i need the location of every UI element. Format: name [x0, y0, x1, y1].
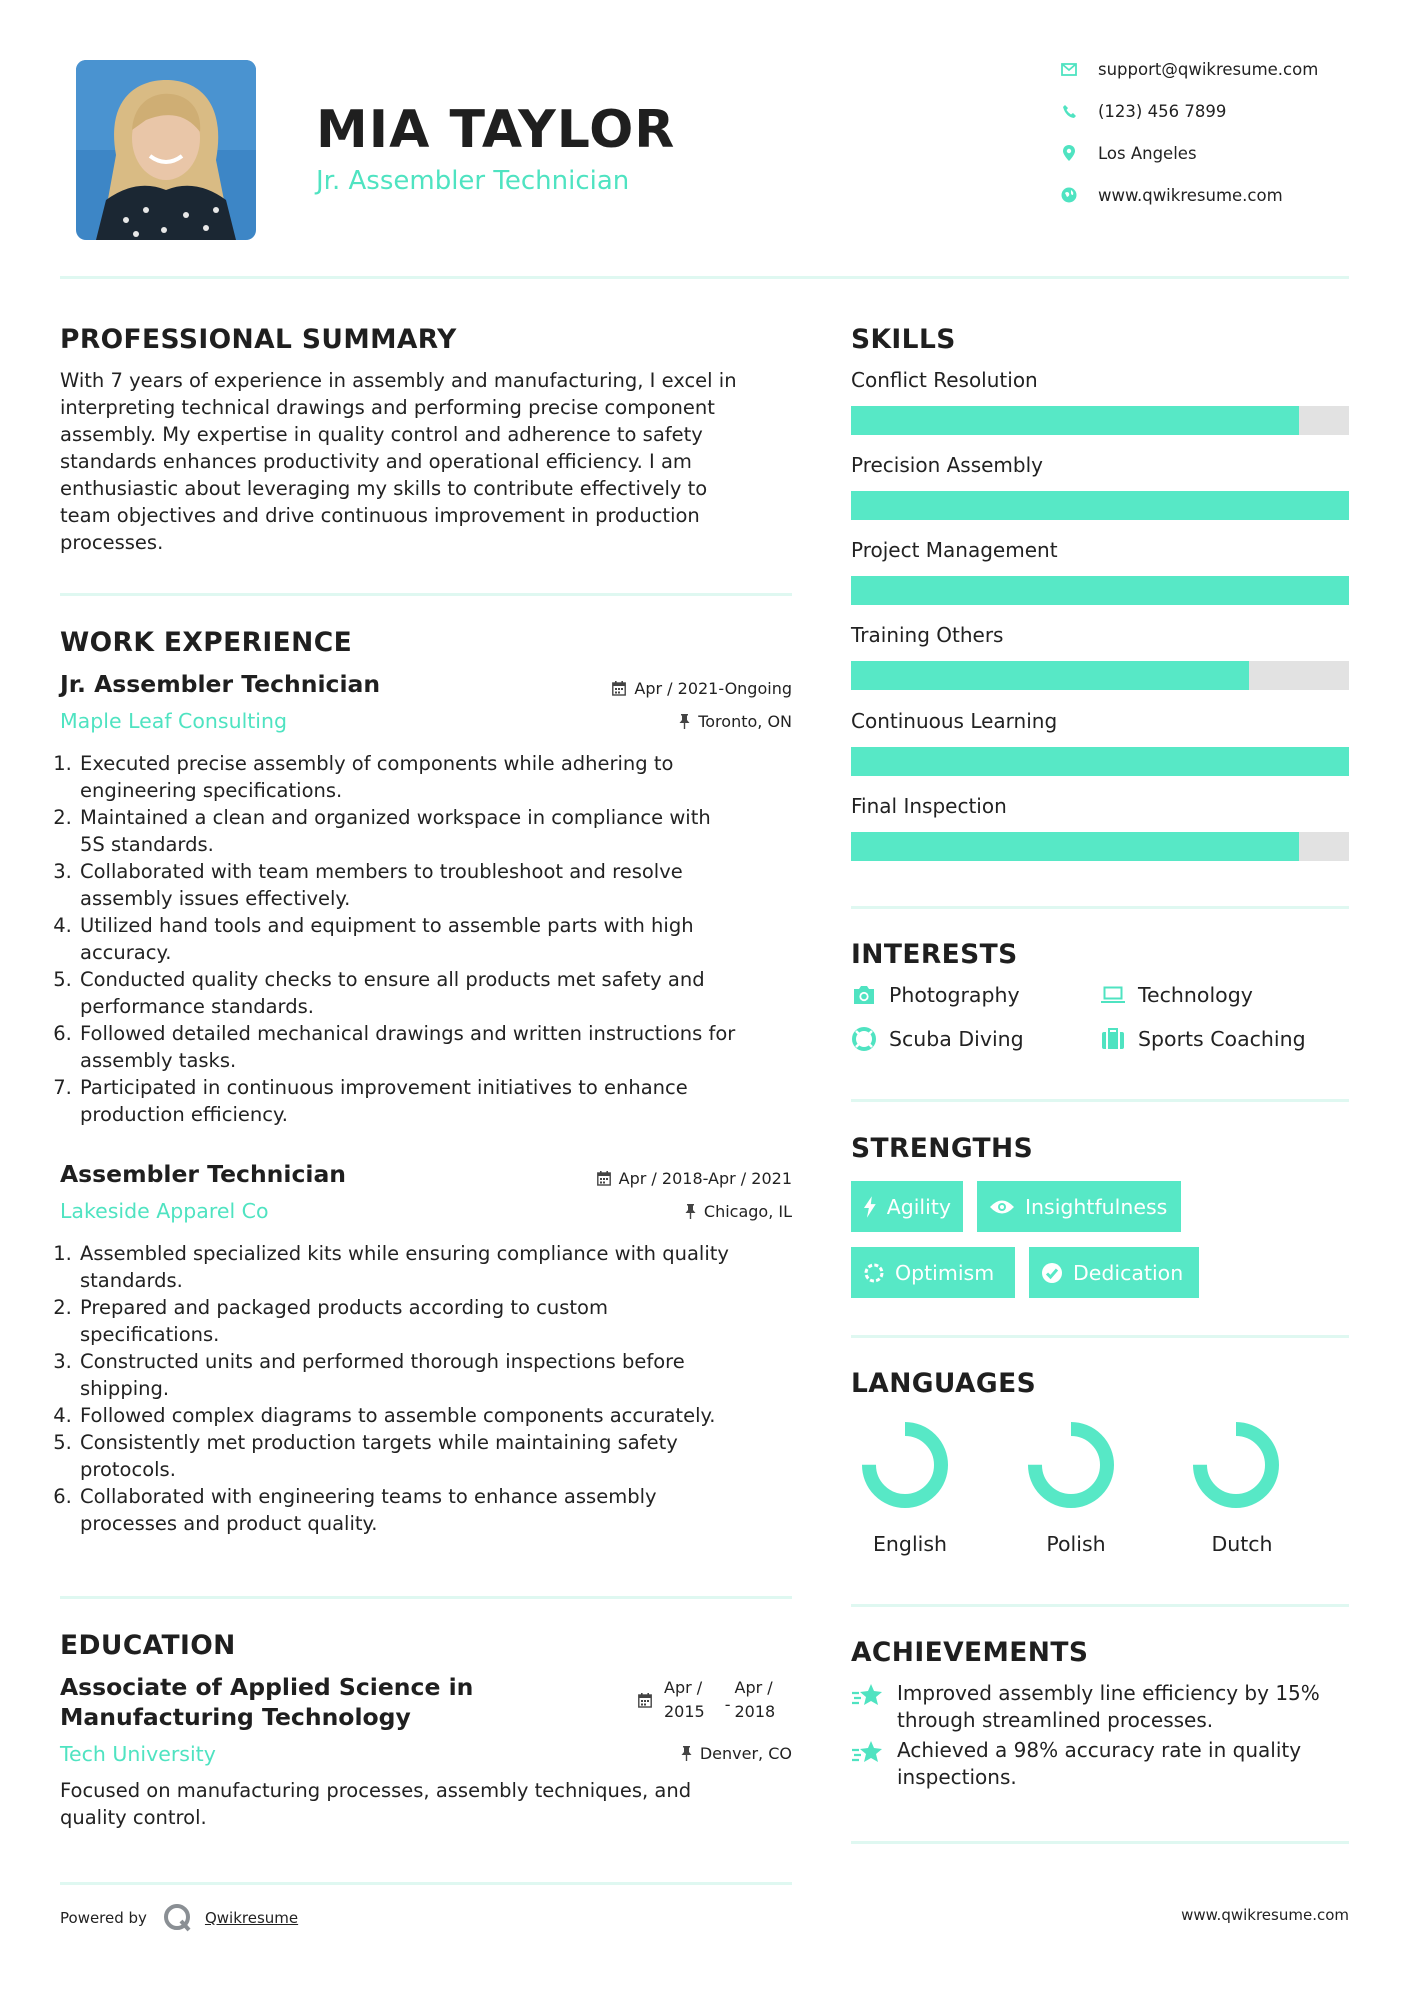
- skill-bar-fill: [851, 406, 1299, 435]
- skill-bar: [851, 832, 1349, 861]
- skill-bar: [851, 747, 1349, 776]
- skill-bar: [851, 576, 1349, 605]
- language-label: Dutch: [1211, 1532, 1273, 1556]
- phone-icon: [1058, 100, 1080, 122]
- job-location: Chicago, IL: [480, 1202, 792, 1221]
- check-circle-icon: [1041, 1262, 1063, 1284]
- skill-bar: [851, 661, 1349, 690]
- strength-tag: Insightfulness: [977, 1181, 1181, 1232]
- footer-url[interactable]: www.qwikresume.com: [1181, 1906, 1349, 1924]
- skill-label: Continuous Learning: [851, 709, 1058, 733]
- job-title: Assembler Technician: [60, 1160, 347, 1188]
- list-item: 2. Maintained a clean and organized workspace in compliance with 5S standards.: [78, 804, 818, 858]
- achievements-divider: [851, 1841, 1349, 1844]
- calendar-icon: [612, 681, 626, 696]
- location-pin-icon: [1058, 142, 1080, 164]
- skill-label: Precision Assembly: [851, 453, 1043, 477]
- job-date: Apr / 2021-Ongoing: [480, 679, 792, 698]
- achievement-item: Improved assembly line efficiency by 15% through streamlined processes.: [851, 1680, 1351, 1734]
- strength-tag: Dedication: [1029, 1247, 1199, 1298]
- education-description: Focused on manufacturing processes, assembly techniques, and quality control.: [60, 1779, 692, 1829]
- education-date: Apr / 2015 - Apr / 2018: [638, 1676, 775, 1724]
- spinner-icon: [863, 1262, 885, 1284]
- envelope-icon: [1058, 58, 1080, 80]
- camera-icon: [851, 982, 877, 1008]
- job-date: Apr / 2018-Apr / 2021: [480, 1169, 792, 1188]
- skill-bar: [851, 491, 1349, 520]
- skill-bar: [851, 406, 1349, 435]
- strengths-divider: [851, 1335, 1349, 1338]
- eye-icon: [989, 1199, 1015, 1215]
- contact-location: Los Angeles: [1058, 142, 1197, 164]
- list-item: 7. Participated in continuous improvement initiatives to enhance production efficiency.: [78, 1074, 818, 1128]
- shooting-star-icon: [851, 1680, 885, 1734]
- summary-heading: PROFESSIONAL SUMMARY: [60, 324, 457, 355]
- strength-tag: Agility: [851, 1181, 963, 1232]
- contact-website[interactable]: www.qwikresume.com: [1058, 184, 1283, 206]
- globe-icon: [1058, 184, 1080, 206]
- list-item: 3. Constructed units and performed thorough inspections before shipping.: [78, 1348, 818, 1402]
- education-location: Denver, CO: [480, 1744, 792, 1763]
- job-company: Maple Leaf Consulting: [60, 709, 288, 733]
- education-heading: EDUCATION: [60, 1630, 236, 1661]
- skills-heading: SKILLS: [851, 324, 956, 355]
- skill-bar-fill: [851, 491, 1349, 520]
- skill-label: Project Management: [851, 538, 1058, 562]
- summary-text: With 7 years of experience in assembly and manufacturing, I excel in interpreting technical drawings and performing precise component assembly. My expertise in quality control and adherence to safety standards enhances productivity and operational efficiency. I am enthusiastic about leveraging my skills to contribute effectively to team objectives and drive continuous improvement in production processes.: [60, 369, 737, 554]
- interest-item: Scuba Diving: [851, 1026, 1024, 1052]
- qwikresume-logo-icon: [163, 1903, 193, 1933]
- list-item: 4. Followed complex diagrams to assemble components accurately.: [78, 1402, 818, 1429]
- lightning-icon: [863, 1196, 877, 1218]
- candidate-name: MIA TAYLOR: [316, 100, 676, 160]
- contact-email[interactable]: support@qwikresume.com: [1058, 58, 1318, 80]
- job-location: Toronto, ON: [480, 712, 792, 731]
- skill-bar-fill: [851, 832, 1299, 861]
- languages-heading: LANGUAGES: [851, 1368, 1037, 1399]
- list-item: 6. Followed detailed mechanical drawings and written instructions for assembly tasks.: [78, 1020, 818, 1074]
- shooting-star-icon: [851, 1737, 885, 1791]
- list-item: 5. Consistently met production targets while maintaining safety protocols.: [78, 1429, 818, 1483]
- education-divider: [60, 1882, 792, 1885]
- interest-item: Sports Coaching: [1100, 1026, 1306, 1052]
- job-responsibilities: [55, 750, 818, 1128]
- candidate-title: Jr. Assembler Technician: [316, 166, 630, 196]
- calendar-icon: [638, 1693, 652, 1708]
- skill-bar-fill: [851, 747, 1349, 776]
- header-divider: [60, 276, 1349, 279]
- languages-divider: [851, 1604, 1349, 1607]
- qwikresume-link[interactable]: Qwikresume: [204, 1909, 299, 1927]
- interest-item: Photography: [851, 982, 1020, 1008]
- school-name: Tech University: [60, 1742, 216, 1766]
- life-ring-icon: [851, 1026, 877, 1052]
- calendar-icon: [597, 1171, 611, 1186]
- skills-divider: [851, 906, 1349, 909]
- job-responsibilities: [55, 1240, 818, 1537]
- pushpin-icon: [679, 714, 690, 729]
- list-item: 2. Prepared and packaged products according to custom specifications.: [78, 1294, 818, 1348]
- interest-item: Technology: [1100, 982, 1253, 1008]
- profile-photo: [76, 60, 256, 240]
- language-label: English: [872, 1532, 948, 1556]
- job-company: Lakeside Apparel Co: [60, 1199, 269, 1223]
- experience-divider: [60, 1596, 792, 1599]
- strength-tag: Optimism: [851, 1247, 1015, 1298]
- language-ring: [1026, 1420, 1116, 1510]
- achievements-heading: ACHIEVEMENTS: [851, 1637, 1089, 1668]
- list-item: 1. Assembled specialized kits while ensuring compliance with quality standards.: [78, 1240, 818, 1294]
- pushpin-icon: [681, 1746, 692, 1761]
- summary-divider: [60, 593, 792, 596]
- experience-heading: WORK EXPERIENCE: [60, 627, 353, 658]
- skill-bar-fill: [851, 661, 1249, 690]
- degree-title: Associate of Applied Science in Manufacturing Technology: [60, 1673, 474, 1731]
- skill-label: Training Others: [851, 623, 1004, 647]
- language-ring: [1191, 1420, 1281, 1510]
- skill-bar-fill: [851, 576, 1349, 605]
- list-item: 5. Conducted quality checks to ensure all products met safety and performance standards.: [78, 966, 818, 1020]
- interests-heading: INTERESTS: [851, 939, 1018, 970]
- language-ring: [860, 1420, 950, 1510]
- list-item: 4. Utilized hand tools and equipment to assemble parts with high accuracy.: [78, 912, 818, 966]
- laptop-icon: [1100, 982, 1126, 1008]
- powered-by: Powered by Qwikresume: [60, 1903, 298, 1933]
- achievement-item: Achieved a 98% accuracy rate in quality inspections.: [851, 1737, 1351, 1791]
- list-item: 3. Collaborated with team members to troubleshoot and resolve assembly issues effectively.: [78, 858, 818, 912]
- list-item: 6. Collaborated with engineering teams to enhance assembly processes and product quality.: [78, 1483, 818, 1537]
- strengths-heading: STRENGTHS: [851, 1133, 1034, 1164]
- skill-label: Conflict Resolution: [851, 368, 1038, 392]
- language-label: Polish: [1046, 1532, 1106, 1556]
- interests-divider: [851, 1099, 1349, 1102]
- pushpin-icon: [685, 1204, 696, 1219]
- job-title: Jr. Assembler Technician: [60, 670, 381, 698]
- contact-phone[interactable]: (123) 456 7899: [1058, 100, 1226, 122]
- list-item: 1. Executed precise assembly of components while adhering to engineering specifications.: [78, 750, 818, 804]
- briefcase-icon: [1100, 1026, 1126, 1052]
- skill-label: Final Inspection: [851, 794, 1007, 818]
